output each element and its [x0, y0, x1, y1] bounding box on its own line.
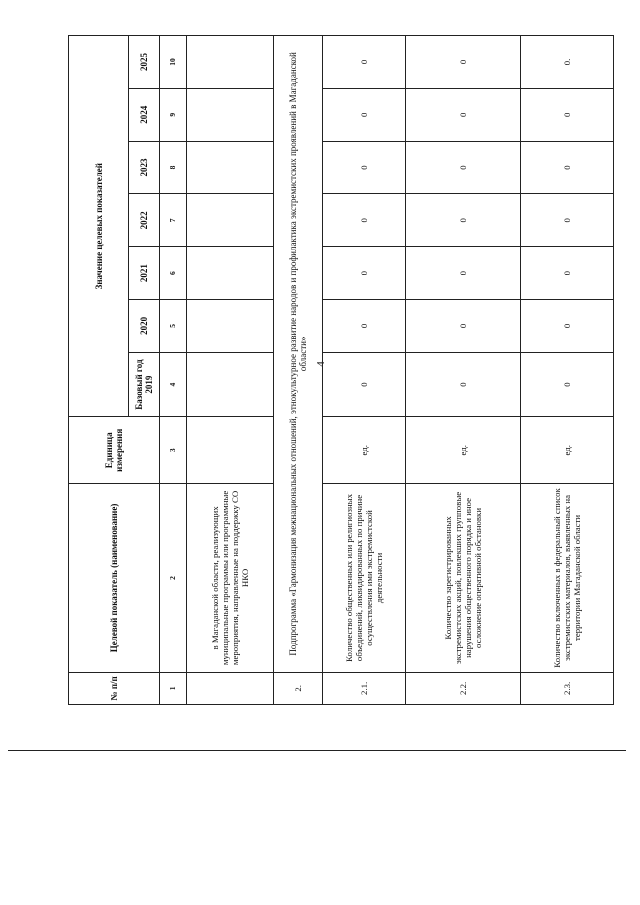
indicators-table-wrapper: [68, 35, 614, 705]
col-number: 9: [160, 88, 186, 141]
value-cell: 0.: [520, 36, 613, 89]
col-number: 4: [160, 352, 186, 417]
col-number: 6: [160, 247, 186, 300]
subprogram-title: Подпрограмма «Гармонизация межнациональных отношений, этнокультурное развитие народов и профилактика экстремистских проявлений в Магаданской области»: [274, 36, 322, 673]
value-cell: 0: [520, 194, 613, 247]
header-row-1: [69, 36, 129, 705]
header-no: № п/п: [69, 672, 160, 704]
col-number: 10: [160, 36, 186, 89]
subprogram-no: 2.: [274, 672, 322, 704]
header-year-2024: 2024: [129, 88, 160, 141]
col-number: 5: [160, 300, 186, 353]
value-cell: 0: [322, 300, 406, 353]
value-cell: 0: [406, 194, 520, 247]
value-cell: 0: [406, 352, 520, 417]
column-numbers-row: [160, 36, 186, 705]
indicators-table-rotated: [68, 35, 614, 705]
value-cell: 0: [520, 352, 613, 417]
col-number: 1: [160, 672, 186, 704]
header-year-2021: 2021: [129, 247, 160, 300]
header-year-2020: 2020: [129, 300, 160, 353]
col-number: 2: [160, 484, 186, 673]
value-cell: 0: [322, 247, 406, 300]
col-number: 7: [160, 194, 186, 247]
unit-cell: ед.: [406, 417, 520, 484]
value-cell: 0: [406, 36, 520, 89]
header-indicator: Целевой показатель (наименование): [69, 484, 160, 673]
header-year-2025: 2025: [129, 36, 160, 89]
continuation-text: в Магаданской области, реализующих муниципальные программы или программные мероприятия, направленные на поддержку СО НКО: [186, 484, 274, 673]
table-row: [520, 36, 613, 705]
value-cell: 0: [322, 141, 406, 194]
value-cell: 0: [322, 36, 406, 89]
header-year-2022: 2022: [129, 194, 160, 247]
col-number: 3: [160, 417, 186, 484]
row-number: 2.2.: [406, 672, 520, 704]
row-number: 2.3.: [520, 672, 613, 704]
row-number: 2.1.: [322, 672, 406, 704]
value-cell: 0: [322, 88, 406, 141]
header-year-2023: 2023: [129, 141, 160, 194]
value-cell: 0: [520, 141, 613, 194]
value-cell: 0: [520, 247, 613, 300]
subprogram-row: [274, 36, 322, 705]
table-row: [322, 36, 406, 705]
value-cell: 0: [406, 141, 520, 194]
header-values-group: Значение целевых показателей: [69, 36, 129, 417]
value-cell: 0: [406, 247, 520, 300]
unit-cell: ед.: [520, 417, 613, 484]
value-cell: 0: [322, 352, 406, 417]
value-cell: 0: [406, 88, 520, 141]
col-number: 8: [160, 141, 186, 194]
header-base-year: Базовый год 2019: [129, 352, 160, 417]
table-row: [406, 36, 520, 705]
value-cell: 0: [406, 300, 520, 353]
indicator-name: Количество общественных или религиозных объединений, ликвидированных по причине осуществления ими экстремистской деятельности: [322, 484, 406, 673]
value-cell: 0: [322, 194, 406, 247]
page-number: 4: [314, 361, 327, 367]
indicator-name: Количество зарегистрированных экстремистских акций, повлекших групповые нарушения общественного порядка и иное осложнение оперативной обстановки: [406, 484, 520, 673]
continuation-row: [186, 36, 274, 705]
indicator-name: Количество включенных в федеральный список экстремистских материалов, выявленных на территории Магаданской области: [520, 484, 613, 673]
header-unit: Единица измерения: [69, 417, 160, 484]
unit-cell: ед.: [322, 417, 406, 484]
page-bottom-rule: [8, 750, 626, 751]
value-cell: 0: [520, 88, 613, 141]
indicators-table: [68, 35, 614, 705]
value-cell: 0: [520, 300, 613, 353]
